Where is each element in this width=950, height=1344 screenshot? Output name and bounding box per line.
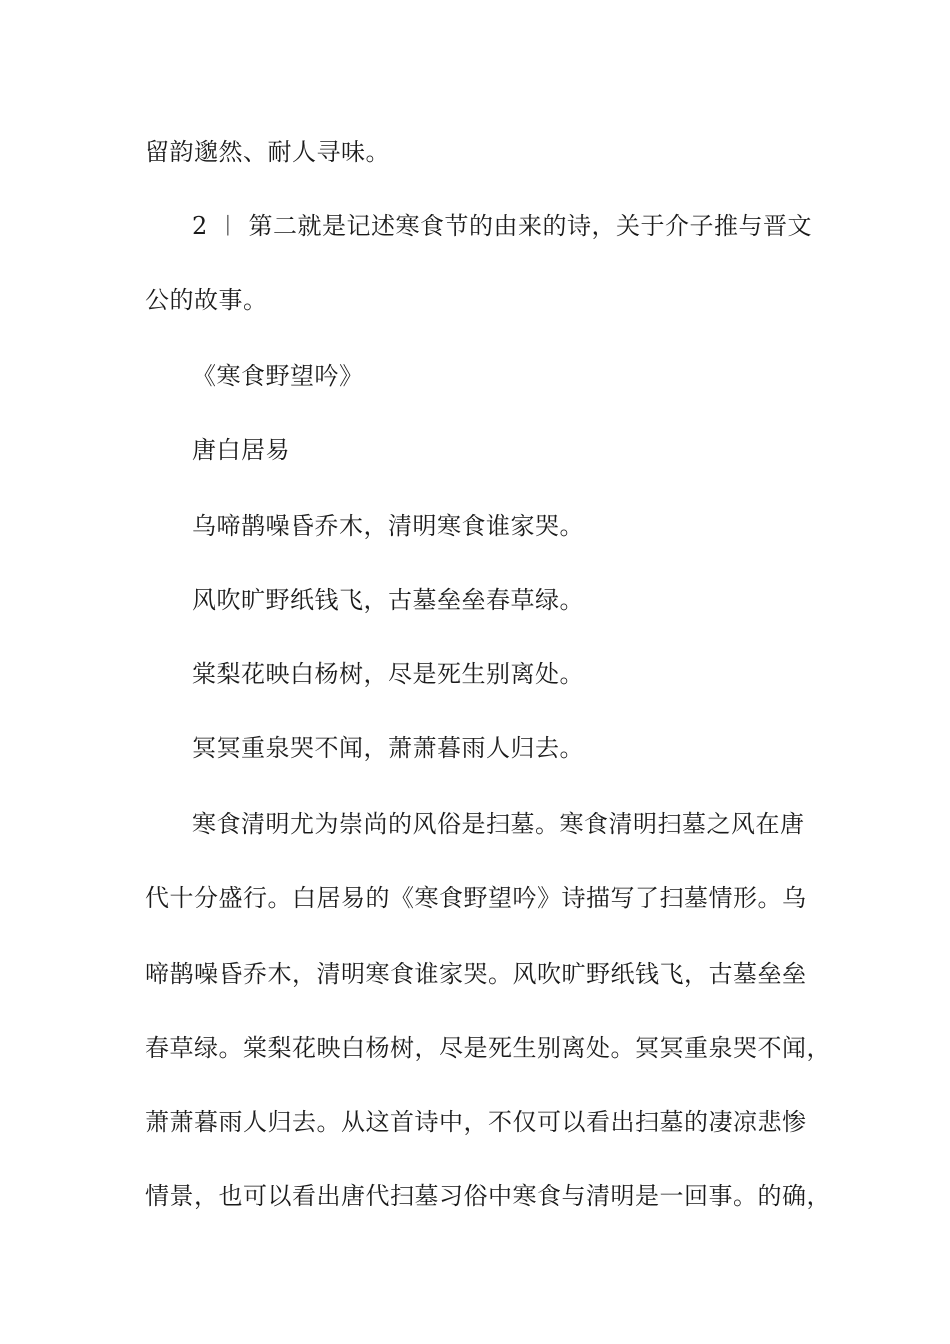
body-paragraph-line-5: 萧萧暮雨人归去。从这首诗中，不仅可以看出扫墓的凄凉悲惨 — [145, 1108, 807, 1136]
body-paragraph-line-2: 代十分盛行。白居易的《寒食野望吟》诗描写了扫墓情形。乌 — [145, 884, 807, 912]
body-paragraph-line-4: 春草绿。棠梨花映白杨树，尽是死生别离处。冥冥重泉哭不闻， — [145, 1034, 831, 1062]
poem-line-2: 风吹旷野纸钱飞，古墓垒垒春草绿。 — [192, 586, 584, 614]
body-paragraph-line-3: 啼鹊噪昏乔木，清明寒食谁家哭。风吹旷野纸钱飞，古墓垒垒 — [145, 960, 807, 988]
body-paragraph-line-6: 情景，也可以看出唐代扫墓习俗中寒食与清明是一回事。的确， — [145, 1182, 831, 1210]
paragraph-item-2-first-line: 2 ︱ 第二就是记述寒食节的由来的诗，关于介子推与晋文 — [192, 212, 813, 240]
poem-title: 《寒食野望吟》 — [192, 362, 364, 390]
body-paragraph-line-1: 寒食清明尤为崇尚的风俗是扫墓。寒食清明扫墓之风在唐 — [192, 810, 805, 838]
poem-line-1: 乌啼鹊噪昏乔木，清明寒食谁家哭。 — [192, 512, 584, 540]
poem-line-4: 冥冥重泉哭不闻，萧萧暮雨人归去。 — [192, 734, 584, 762]
text-line-continuation: 留韵邈然、耐人寻味。 — [145, 138, 390, 166]
poem-author: 唐白居易 — [192, 436, 290, 464]
poem-line-3: 棠梨花映白杨树，尽是死生别离处。 — [192, 660, 584, 688]
paragraph-item-2-second-line: 公的故事。 — [145, 286, 268, 314]
